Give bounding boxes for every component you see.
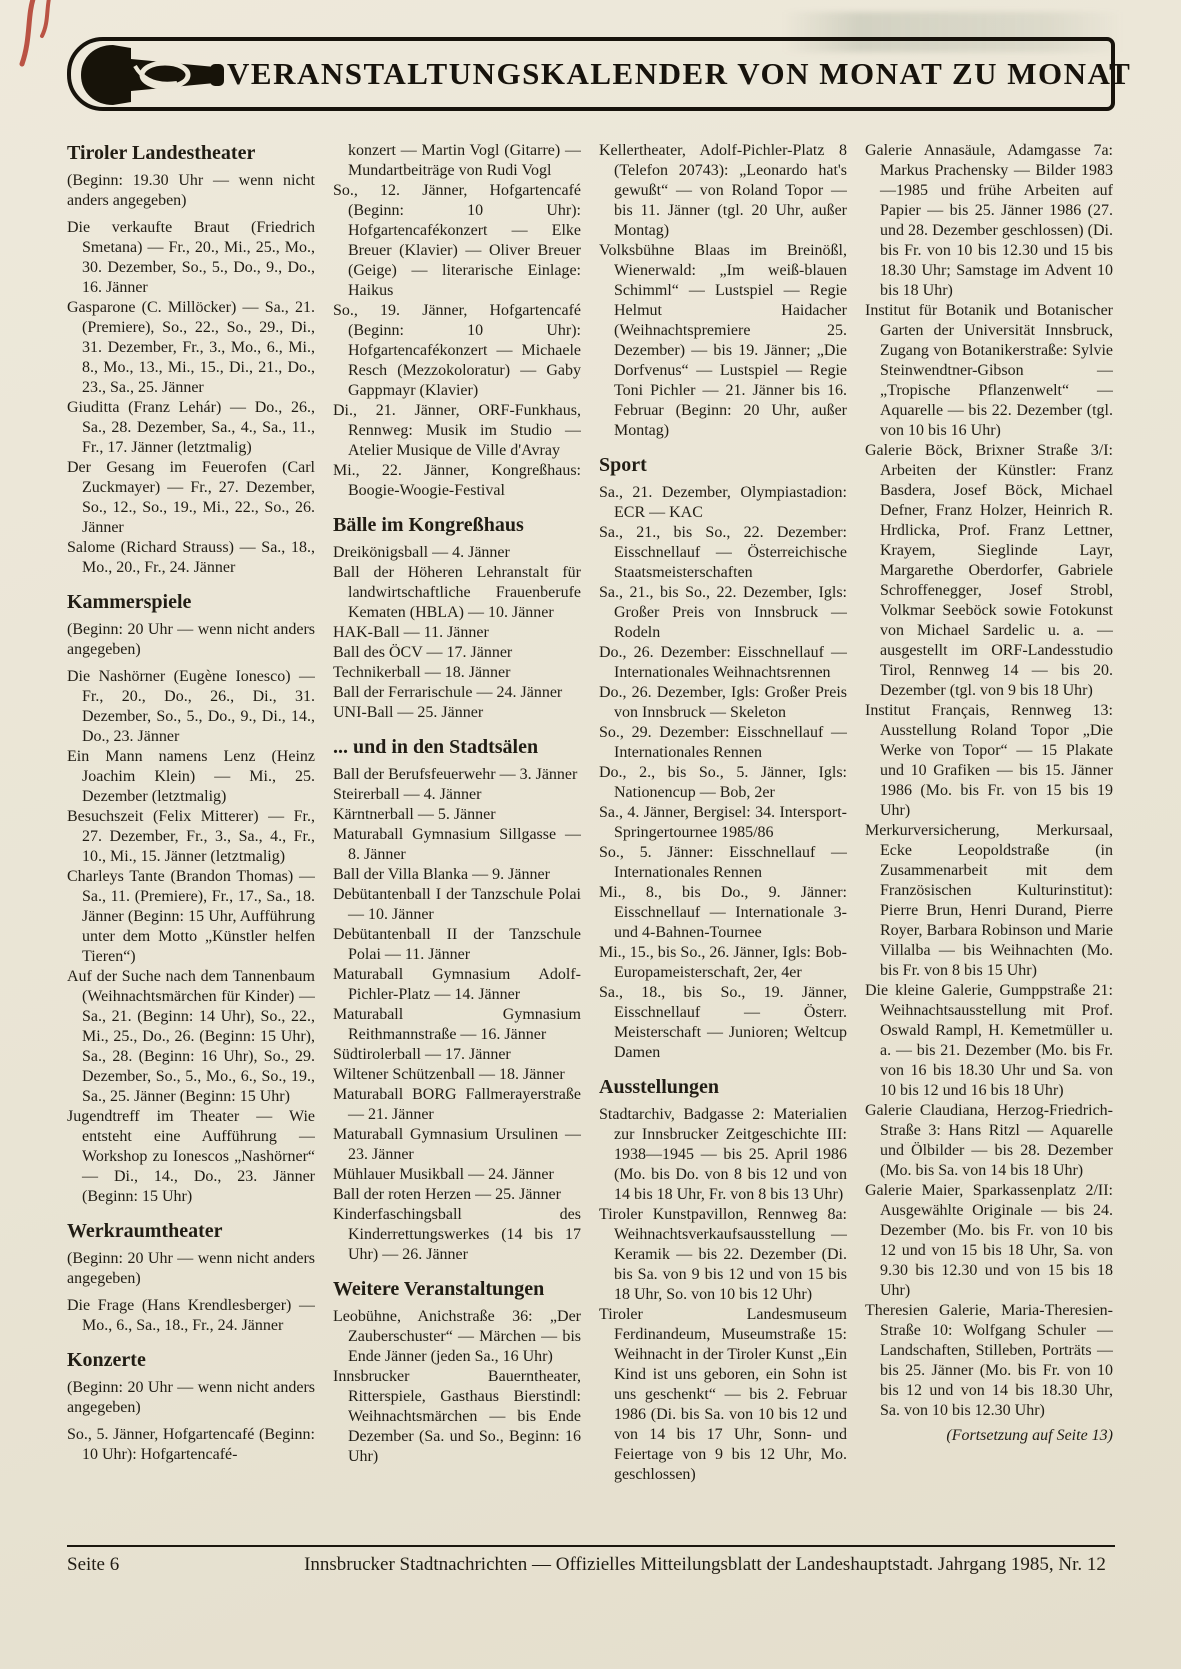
- calendar-entry: Der Gesang im Feuerofen (Carl Zuckmayer) — Fr., 27. Dezember, So., 12., So., 19., Mi., 22., So., 26. Jänner: [67, 459, 315, 536]
- calendar-entry: Ein Mann namens Lenz (Heinz Joachim Klein) — Mi., 25. Dezember (letztmalig): [67, 748, 315, 805]
- calendar-entry: Mühlauer Musikball — 24. Jänner: [333, 1166, 554, 1183]
- calendar-entry: Tiroler Kunstpavillon, Rennweg 8a: Weihnachtsverkaufsausstellung — Keramik — bis 22. Dezember (Di. bis Sa. von 9 bis 12 und von 15 bis 18 Uhr, So. von 10 bis 12 Uhr): [599, 1206, 847, 1303]
- calendar-entry: UNI-Ball — 25. Jänner: [333, 704, 484, 721]
- calendar-entry: Giuditta (Franz Lehár) — Do., 26., Sa., 28. Dezember, Sa., 4., Sa., 11., Fr., 17. Jänner (letztmalig): [67, 399, 315, 456]
- calendar-entry: Die kleine Galerie, Gumppstraße 21: Weihnachtsausstellung mit Prof. Oswald Rampl, H. Kemetmüller u. a. — bis 21. Dezember (Mo. bis Fr. von 16 bis 18.30 Uhr und Sa. von 10 bis 12 und 16 bis 18 Uhr): [865, 982, 1113, 1099]
- calendar-entry: Maturaball Gymnasium Ursulinen — 23. Jänner: [333, 1126, 581, 1163]
- calendar-entry: Sa., 4. Jänner, Bergisel: 34. Intersport-Springertournee 1985/86: [599, 804, 847, 841]
- section-heading: Weitere Veranstaltungen: [333, 1278, 545, 1300]
- calendar-entry: Dreikönigsball — 4. Jänner: [333, 544, 510, 561]
- column-4: [865, 141, 1113, 1537]
- section-heading: Tiroler Landestheater: [67, 142, 256, 164]
- calendar-entry: Sa., 21., bis So., 22. Dezember, Igls: Großer Preis von Innsbruck — Rodeln: [599, 584, 847, 641]
- imprint-line: Innsbrucker Stadtnachrichten — Offizielles Mitteilungsblatt der Landeshauptstadt. Jahrgang 1985, Nr. 12: [304, 1554, 1106, 1575]
- calendar-entry: HAK-Ball — 11. Jänner: [333, 624, 489, 641]
- section-heading: Werkraumtheater: [67, 1220, 223, 1242]
- calendar-entry: Leobühne, Anichstraße 36: „Der Zauberschuster“ — Märchen — bis Ende Jänner (jeden Sa., 16 Uhr): [333, 1308, 581, 1365]
- page-number: Seite 6: [67, 1554, 120, 1575]
- calendar-entry: Jugendtreff im Theater — Wie entsteht eine Aufführung — Workshop zu Ionescos „Nashörner“ — Di., 14., Do., 23. Jänner (Beginn: 15 Uhr): [67, 1108, 315, 1205]
- section-heading: ... und in den Stadtsälen: [333, 736, 539, 758]
- calendar-entry: Maturaball Gymnasium Adolf-Pichler-Platz — 14. Jänner: [333, 966, 581, 1003]
- section-heading: Kammerspiele: [67, 591, 192, 613]
- calendar-entry: So., 5. Jänner: Eisschnellauf — Internationales Rennen: [599, 844, 847, 881]
- beginn-note: (Beginn: 19.30 Uhr — wenn nicht anders angegeben): [67, 172, 315, 209]
- calendar-entry: Debütantenball I der Tanzschule Polai — 10. Jänner: [333, 886, 581, 923]
- calendar-entry: Die Nashörner (Eugène Ionesco) — Fr., 20., Do., 26., Di., 31. Dezember, So., 5., Do., 9., Di., 14., Do., 23. Jänner: [67, 668, 315, 745]
- calendar-entry: Kärntnerball — 5. Jänner: [333, 806, 496, 823]
- calendar-entry: Ball der Berufsfeuerwehr — 3. Jänner: [333, 766, 578, 783]
- masthead: [67, 37, 1132, 111]
- calendar-entry: Maturaball Gymnasium Sillgasse — 8. Jänner: [333, 826, 581, 863]
- calendar-entry: Charleys Tante (Brandon Thomas) — Sa., 11. (Premiere), Fr., 17., Sa., 18. Jänner (Beginn: 15 Uhr, Aufführung unter dem Motto „Künstler helfen Tieren“): [67, 868, 315, 965]
- calendar-entry: Do., 26. Dezember, Igls: Großer Preis von Innsbruck — Skeleton: [599, 684, 847, 721]
- calendar-entry: Die verkaufte Braut (Friedrich Smetana) — Fr., 20., Mi., 25., Mo., 30. Dezember, So., 5., Do., 9., Do., 16. Jänner: [67, 219, 315, 296]
- continuation-note: (Fortsetzung auf Seite 13): [946, 1427, 1113, 1444]
- calendar-entry: Galerie Claudiana, Herzog-Friedrich-Straße 3: Hans Ritzl — Aquarelle und Ölbilder — bis 28. Dezember (Mo. bis Sa. von 14 bis 18 Uhr): [865, 1102, 1113, 1179]
- section-heading: Sport: [599, 454, 647, 476]
- calendar-entry: Debütantenball II der Tanzschule Polai — 11. Jänner: [333, 926, 581, 963]
- column-3: [599, 141, 847, 1537]
- column-1: [67, 141, 315, 1537]
- beginn-note: (Beginn: 20 Uhr — wenn nicht anders angegeben): [67, 621, 315, 658]
- calendar-entry: Die Frage (Hans Krendlesberger) — Mo., 6., Sa., 18., Fr., 24. Jänner: [67, 1297, 315, 1334]
- calendar-entry: So., 29. Dezember: Eisschnellauf — Internationales Rennen: [599, 724, 847, 761]
- calendar-entry: Galerie Annasäule, Adamgasse 7a: Markus Prachensky — Bilder 1983—1985 und frühe Arbeiten auf Papier — bis 25. Jänner 1986 (27. und 28. Dezember geschlossen) (Di. bis Fr. von 10 bis 12.30 und 15 bis 18.30 Uhr; Samstage im Advent 10 bis 18 Uhr): [865, 142, 1113, 299]
- calendar-entry: Kinderfaschingsball des Kinderrettungswerkes (14 bis 17 Uhr) — 26. Jänner: [333, 1206, 581, 1263]
- calendar-entry: So., 12. Jänner, Hofgartencafé (Beginn: 10 Uhr): Hofgartencafékonzert — Elke Breuer (Klavier) — Oliver Breuer (Geige) — literarische Einlage: Haikus: [333, 182, 581, 299]
- calendar-entry: Galerie Maier, Sparkassenplatz 2/II: Ausgewählte Originale — bis 24. Dezember (Mo. bis Fr. von 10 bis 12 und von 15 bis 18 Uhr, Sa. von 9.30 bis 12.30 und von 15 bis 18 Uhr): [865, 1182, 1113, 1299]
- red-pen-mark: [4, 0, 68, 68]
- calendar-entry: Sa., 21. Dezember, Olympiastadion: ECR — KAC: [599, 484, 847, 521]
- calendar-entry: Stadtarchiv, Badgasse 2: Materialien zur Innsbrucker Zeitgeschichte III: 1938—1945 — bis 25. April 1986 (Mo. bis Do. von 8 bis 12 und von 14 bis 18 Uhr, Fr. von 8 bis 13 Uhr): [599, 1106, 847, 1203]
- calendar-entry: Besuchszeit (Felix Mitterer) — Fr., 27. Dezember, Fr., 3., Sa., 4., Fr., 10., Mi., 15. Jänner (letztmalig): [67, 808, 315, 865]
- calendar-entry: So., 19. Jänner, Hofgartencafé (Beginn: 10 Uhr): Hofgartencafékonzert — Michaele Resch (Mezzokoloratur) — Gaby Gappmayr (Klavier): [333, 302, 581, 399]
- calendar-entry: Steirerball — 4. Jänner: [333, 786, 482, 803]
- calendar-entry: Maturaball BORG Fallmerayerstraße — 21. Jänner: [333, 1086, 581, 1123]
- calendar-entry: Gasparone (C. Millöcker) — Sa., 21. (Premiere), So., 22., So., 29., Di., 31. Dezember, Fr., 3., Mo., 6., Mi., 8., Mo., 13., Mi., 15., Di., 21., Do., 23., Sa., 25. Jänner: [67, 299, 315, 396]
- calendar-entry: Theresien Galerie, Maria-Theresien-Straße 10: Wolfgang Schuler — Landschaften, Stilleben, Porträts — bis 25. Jänner (Mo. bis Fr. von 10 bis 12 und von 14 bis 18.30 Uhr, Sa. von 10 bis 12.30 Uhr): [865, 1302, 1113, 1419]
- page-title: VERANSTALTUNGSKALENDER VON MONAT ZU MONAT: [227, 56, 1132, 91]
- calendar-entry: Ball der roten Herzen — 25. Jänner: [333, 1186, 561, 1203]
- calendar-entry: Maturaball Gymnasium Reithmannstraße — 16. Jänner: [333, 1006, 581, 1043]
- calendar-entry: Südtirolerball — 17. Jänner: [333, 1046, 511, 1063]
- calendar-entry: Do., 2., bis So., 5. Jänner, Igls: Nationencup — Bob, 2er: [599, 764, 847, 801]
- calendar-entry: Ball der Ferrarischule — 24. Jänner: [333, 684, 563, 701]
- calendar-entry: Kellertheater, Adolf-Pichler-Platz 8 (Telefon 20743): „Leonardo hat's gewußt“ — von Roland Topor — bis 11. Jänner (tgl. 20 Uhr, außer Montag): [599, 142, 847, 239]
- calendar-entry: Mi., 8., bis Do., 9. Jänner: Eisschnellauf — Internationale 3- und 4-Bahnen-Tournee: [599, 884, 847, 941]
- post-horn-icon: [77, 37, 227, 113]
- calendar-entry: Innsbrucker Bauerntheater, Ritterspiele, Gasthaus Bierstindl: Weihnachtsmärchen — bis Ende Dezember (Sa. und So., Beginn: 16 Uhr): [333, 1368, 581, 1465]
- column-2: [333, 141, 581, 1537]
- calendar-entry: Tiroler Landesmuseum Ferdinandeum, Museumstraße 15: Weihnacht in der Tiroler Kunst „Ein Kind ist uns geboren, ein Sohn ist uns geschenkt“ — bis 2. Februar 1986 (Di. bis Sa. von 10 bis 12 und von 14 bis 17 Uhr, Sonn- und Feiertage von 9 bis 12 Uhr, Mo. geschlossen): [599, 1306, 847, 1483]
- calendar-entry: Institut Français, Rennweg 13: Ausstellung Roland Topor „Die Werke von Topor“ — 15 Plakate und 10 Grafiken — bis 15. Jänner 1986 (Mo. bis Fr. von 15 bis 19 Uhr): [865, 702, 1113, 819]
- section-heading: Konzerte: [67, 1349, 146, 1371]
- calendar-entry: Technikerball — 18. Jänner: [333, 664, 511, 681]
- calendar-entry: Salome (Richard Strauss) — Sa., 18., Mo., 20., Fr., 24. Jänner: [67, 539, 315, 576]
- calendar-entry: So., 5. Jänner, Hofgartencafé (Beginn: 10 Uhr): Hofgartencafé-: [67, 1426, 315, 1463]
- section-heading: Bälle im Kongreßhaus: [333, 514, 524, 536]
- calendar-entry: Volksbühne Blaas im Breinößl, Wienerwald: „Im weiß-blauen Schimml“ — Lustspiel — Regie Helmut Haidacher (Weihnachtspremiere 25. Dezember) — bis 19. Jänner; „Die Dorfvenus“ — Lustspiel — Regie Toni Pichler — 21. Jänner bis 16. Februar (Beginn: 20 Uhr, außer Montag): [599, 242, 847, 439]
- beginn-note: (Beginn: 20 Uhr — wenn nicht anders angegeben): [67, 1250, 315, 1287]
- calendar-entry: Institut für Botanik und Botanischer Garten der Universität Innsbruck, Zugang von Botanikerstraße: Sylvie Steinwendtner-Gibson — „Tropische Pflanzenwelt“ — Aquarelle — bis 22. Dezember (tgl. von 10 bis 16 Uhr): [865, 302, 1113, 439]
- calendar-entry: Merkurversicherung, Merkursaal, Ecke Leopoldstraße (in Zusammenarbeit mit dem Französischen Kulturinstitut): Pierre Brun, Henri Durand, Pierre Royer, Barbara Robinson und Marie Villalba — bis Weihnachten (Mo. bis Fr. von 8 bis 15 Uhr): [865, 822, 1113, 979]
- beginn-note: (Beginn: 20 Uhr — wenn nicht anders angegeben): [67, 1379, 315, 1416]
- calendar-entry: Mi., 15., bis So., 26. Jänner, Igls: Bob-Europameisterschaft, 2er, 4er: [599, 944, 847, 981]
- calendar-entry: Mi., 22. Jänner, Kongreßhaus: Boogie-Woogie-Festival: [333, 462, 581, 499]
- calendar-entry: Wiltener Schützenball — 18. Jänner: [333, 1066, 565, 1083]
- calendar-entry: Di., 21. Jänner, ORF-Funkhaus, Rennweg: Musik im Studio — Atelier Musique de Ville d'Avray: [333, 402, 581, 459]
- calendar-entry-continuation: konzert — Martin Vogl (Gitarre) — Mundartbeiträge von Rudi Vogl: [348, 142, 581, 179]
- calendar-columns: [67, 141, 1115, 1537]
- calendar-entry: Sa., 21., bis So., 22. Dezember: Eisschnellauf — Österreichische Staatsmeisterschaften: [599, 524, 847, 581]
- calendar-entry: Ball des ÖCV — 17. Jänner: [333, 644, 513, 661]
- section-heading: Ausstellungen: [599, 1076, 720, 1098]
- calendar-entry: Ball der Villa Blanka — 9. Jänner: [333, 866, 550, 883]
- page-footer: [67, 1545, 1115, 1576]
- calendar-entry: Auf der Suche nach dem Tannenbaum (Weihnachtsmärchen für Kinder) — Sa., 21. (Beginn: 14 Uhr), So., 22., Mi., 25., Do., 26. (Beginn: 15 Uhr), Sa., 28. (Beginn: 16 Uhr), So., 29. Dezember, So., 5., Mo., 6., So., 19., Sa., 25. Jänner (Beginn: 15 Uhr): [67, 968, 315, 1105]
- calendar-entry: Do., 26. Dezember: Eisschnellauf — Internationales Weihnachtsrennen: [599, 644, 847, 681]
- calendar-entry: Galerie Böck, Brixner Straße 3/I: Arbeiten der Künstler: Franz Basdera, Josef Böck, Michael Defner, Franz Holzer, Heinrich R. Hrdlicka, Prof. Franz Lettner, Krayem, Sieglinde Layr, Margarethe Oberdorfer, Gabriele Schroffenegger, Josef Strobl, Volkmar Seeböck sowie Fotokunst von Michael Sardelic u. a. — ausgestellt im ORF-Landesstudio Tirol, Rennweg 14 — bis 20. Dezember (tgl. von 9 bis 18 Uhr): [865, 442, 1113, 699]
- calendar-entry: Sa., 18., bis So., 19. Jänner, Eisschnellauf — Österr. Meisterschaft — Junioren; Weltcup Damen: [599, 984, 847, 1061]
- calendar-entry: Ball der Höheren Lehranstalt für landwirtschaftliche Frauenberufe Kematen (HBLA) — 10. Jänner: [333, 564, 581, 621]
